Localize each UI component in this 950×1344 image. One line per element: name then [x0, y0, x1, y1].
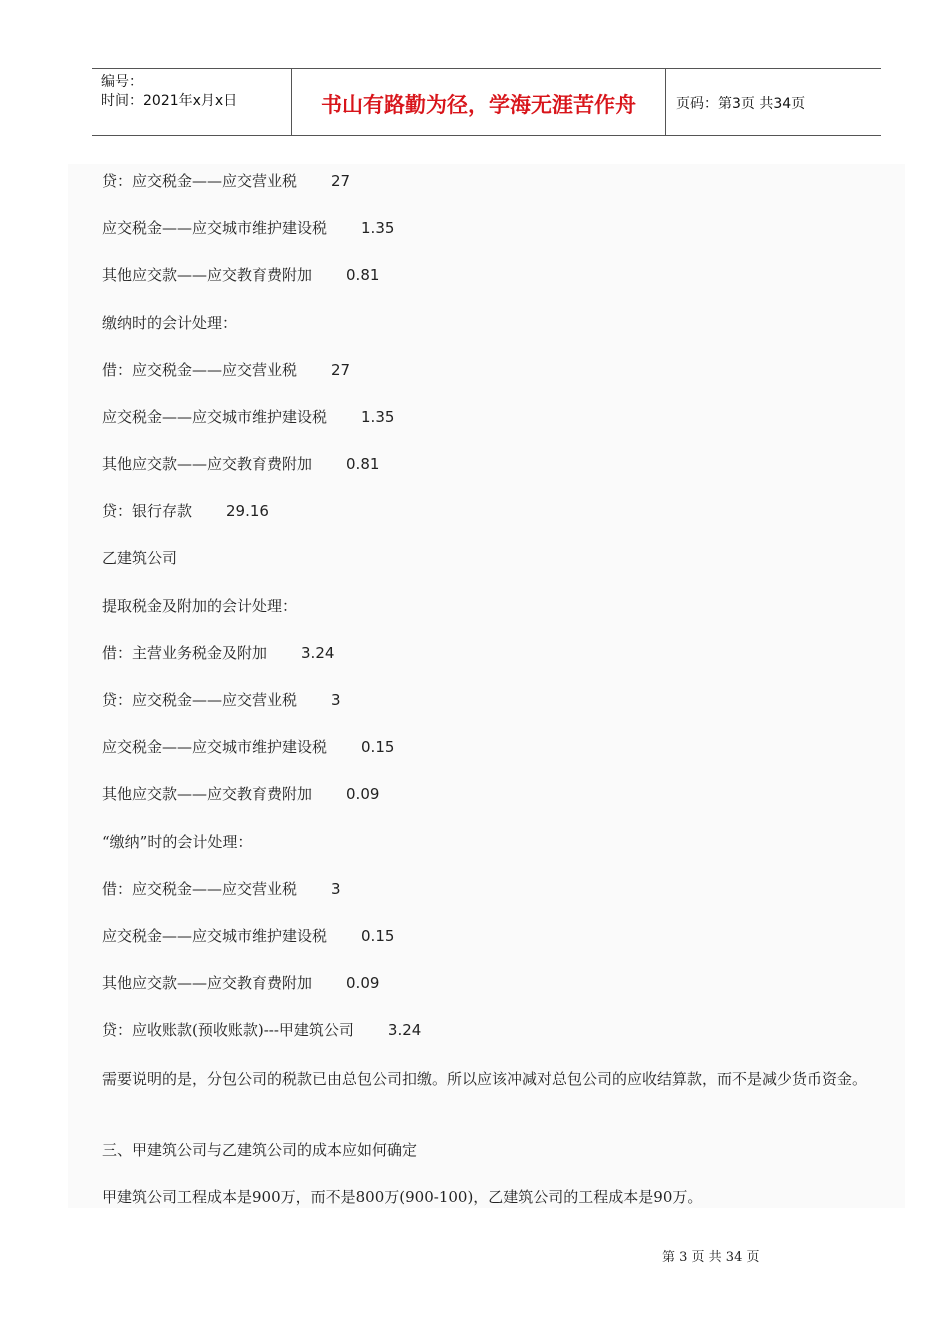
entry-line: [102, 596, 297, 616]
entry-line: [102, 171, 350, 191]
serial-label: 编号：: [101, 74, 143, 90]
entry-text: 贷：应交税金——应交营业税: [102, 691, 298, 709]
entry-amount: 3: [331, 691, 341, 709]
entry-text: 其他应交款——应交教育费附加: [102, 974, 313, 992]
entry-line: [102, 407, 394, 427]
entry-text: 乙建筑公司: [102, 549, 178, 567]
page-header: [92, 68, 881, 136]
section-title: 三、甲建筑公司与乙建筑公司的成本应如何确定: [102, 1141, 418, 1159]
entry-amount: 27: [331, 172, 351, 190]
header-page-cell: [666, 69, 881, 135]
entry-line: [102, 784, 379, 804]
entry-line: [102, 737, 394, 757]
entry-line: [102, 1020, 421, 1040]
entry-amount: 3.24: [301, 644, 335, 662]
entry-line: [102, 501, 269, 521]
entry-text: 其他应交款——应交教育费附加: [102, 266, 313, 284]
entry-text: 提取税金及附加的会计处理：: [102, 597, 298, 615]
entry-line: [102, 643, 334, 663]
entry-text: 其他应交款——应交教育费附加: [102, 785, 313, 803]
entry-line: [102, 218, 394, 238]
entry-amount: 0.81: [346, 266, 380, 284]
entry-amount: 1.35: [361, 408, 395, 426]
entry-text: “缴纳”时的会计处理：: [102, 833, 253, 851]
document-body: [68, 164, 905, 1208]
entry-amount: 3: [331, 880, 341, 898]
entry-amount: 0.15: [361, 738, 395, 756]
entry-text: 应交税金——应交城市维护建设税: [102, 927, 328, 945]
conclusion-line: 甲建筑公司工程成本是900万，而不是800万(900-100)，乙建筑公司的工程成本是90万。: [102, 1188, 703, 1206]
header-meta-cell: [92, 69, 292, 135]
entry-amount: 0.15: [361, 927, 395, 945]
entry-line: [102, 313, 237, 333]
entry-line: [102, 973, 379, 993]
entry-text: 应交税金——应交城市维护建设税: [102, 219, 328, 237]
entry-amount: 0.09: [346, 785, 380, 803]
entry-line: [102, 832, 252, 852]
entry-text: 借：主营业务税金及附加: [102, 644, 268, 662]
entry-text: 贷：应收账款(预收账款)---甲建筑公司: [102, 1021, 354, 1039]
time-label: 时间：2021年x月x日: [101, 93, 238, 109]
explanation-note: 需要说明的是，分包公司的税款已由总包公司扣缴。所以应该冲减对总包公司的应收结算款，而不是减少货币资金。: [102, 1070, 868, 1088]
entry-text: 借：应交税金——应交营业税: [102, 880, 298, 898]
entry-line: [102, 690, 341, 710]
entry-text: 应交税金——应交城市维护建设税: [102, 408, 328, 426]
entry-text: 其他应交款——应交教育费附加: [102, 455, 313, 473]
entry-line: [102, 454, 379, 474]
entry-line: [102, 360, 350, 380]
page-footer: 第 3 页 共 34 页: [662, 1250, 760, 1265]
entry-amount: 3.24: [387, 1021, 422, 1039]
entry-text: 贷：银行存款: [102, 502, 193, 520]
entry-text: 缴纳时的会计处理：: [102, 314, 238, 332]
entry-amount: 27: [331, 361, 351, 379]
entry-amount: 0.09: [346, 974, 380, 992]
header-motto-cell: [292, 69, 666, 135]
entry-amount: 29.16: [226, 502, 269, 520]
motto: 书山有路勤为径，学海无涯苦作舟: [321, 93, 636, 117]
entry-line: [102, 548, 177, 568]
entry-line: [102, 926, 394, 946]
entry-text: 借：应交税金——应交营业税: [102, 361, 298, 379]
entry-amount: 0.81: [346, 455, 380, 473]
entry-line: [102, 265, 379, 285]
entry-text: 贷：应交税金——应交营业税: [102, 172, 298, 190]
entry-text: 应交税金——应交城市维护建设税: [102, 738, 328, 756]
entry-amount: 1.35: [361, 219, 395, 237]
entry-line: [102, 879, 341, 899]
page-info: 页码：第3页 共34页: [676, 96, 806, 112]
